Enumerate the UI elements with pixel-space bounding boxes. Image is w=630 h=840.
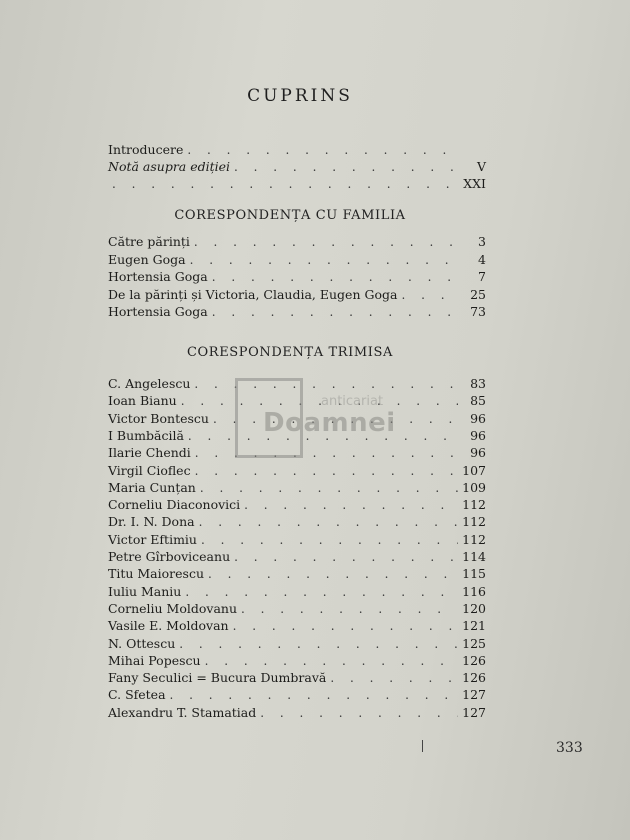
toc-entry-page: 115 bbox=[462, 566, 486, 582]
toc-leader-dots bbox=[208, 565, 458, 583]
toc-entry-title: Introducere bbox=[108, 142, 184, 157]
toc-entry-page: 109 bbox=[462, 479, 486, 495]
toc-entry-title: I Bumbăcilă bbox=[108, 427, 184, 443]
toc-entry-title: Victor Eftimiu bbox=[108, 531, 197, 547]
toc-leader-dots bbox=[199, 513, 458, 531]
toc-entry-page: 3 bbox=[478, 234, 486, 249]
toc-leader-dots bbox=[170, 686, 458, 704]
toc-entry-page: 126 bbox=[462, 670, 486, 686]
toc-entry-title: Ioan Bianu bbox=[108, 393, 177, 409]
toc-entry-title: Notă asupra ediției bbox=[108, 159, 231, 174]
toc-leader-dots bbox=[194, 233, 458, 251]
toc-leader-dots bbox=[260, 704, 458, 722]
toc-entry bbox=[108, 479, 486, 497]
toc-leader-dots bbox=[185, 583, 458, 601]
toc-leader-dots bbox=[234, 548, 458, 566]
toc-entry bbox=[108, 583, 486, 601]
toc-entry bbox=[108, 669, 486, 687]
toc-entry bbox=[108, 513, 486, 531]
toc-leader-dots bbox=[190, 251, 458, 269]
section-heading-trimisa: CORESPONDENȚA TRIMISA bbox=[187, 345, 393, 360]
toc-entry bbox=[108, 268, 486, 286]
toc-entry bbox=[108, 565, 486, 583]
toc-entry-page: 125 bbox=[462, 635, 486, 651]
toc-entry-page: 120 bbox=[462, 600, 486, 616]
toc-entry-page: 126 bbox=[462, 652, 486, 668]
toc-entry bbox=[108, 233, 486, 251]
toc-entry bbox=[108, 617, 486, 635]
toc-entry-introducere bbox=[108, 141, 486, 159]
toc-entry-page: 127 bbox=[462, 687, 486, 703]
toc-leader-dots bbox=[187, 141, 458, 159]
toc-entry bbox=[108, 704, 486, 722]
toc-entry-title: Fany Seculici = Bucura Dumbravă bbox=[108, 670, 327, 686]
toc-entry-page: 112 bbox=[462, 497, 486, 513]
toc-leader-dots bbox=[200, 479, 458, 497]
toc-entry-title: Alexandru T. Stamatiad bbox=[108, 704, 257, 720]
toc-entry-title: Hortensia Goga bbox=[108, 304, 208, 319]
toc-leader-dots bbox=[195, 462, 458, 480]
margin-mark bbox=[422, 740, 423, 752]
toc-entry-page: 112 bbox=[462, 514, 486, 530]
watermark-small-text: anticariat bbox=[321, 394, 384, 409]
page-number: 333 bbox=[556, 740, 583, 756]
toc-entry-title: C. Angelescu bbox=[108, 376, 191, 391]
toc-entry-title: Maria Cunțan bbox=[108, 479, 196, 495]
toc-entry-page: 25 bbox=[470, 286, 486, 302]
toc-entry-title: Hortensia Goga bbox=[108, 269, 208, 284]
toc-entry-page: 114 bbox=[462, 549, 486, 564]
toc-entry-title: Mihai Popescu bbox=[108, 652, 201, 668]
toc-entry-page: 112 bbox=[462, 531, 486, 547]
toc-entry-page: 4 bbox=[478, 251, 486, 267]
toc-entry-page: 96 bbox=[470, 410, 486, 426]
toc-entry-title: De la părinți și Victoria, Claudia, Eugen Goga bbox=[108, 286, 398, 302]
toc-entry-title: Virgil Cioflec bbox=[108, 462, 191, 478]
toc-entry bbox=[108, 303, 486, 321]
toc-entry bbox=[108, 531, 486, 549]
toc-leader-dots bbox=[330, 669, 458, 687]
toc-entry-title: N. Ottescu bbox=[108, 635, 176, 651]
toc-entry-title: Iuliu Maniu bbox=[108, 583, 182, 599]
toc-leader-dots bbox=[179, 635, 458, 653]
toc-leader-dots bbox=[205, 652, 458, 670]
toc-entry bbox=[108, 286, 486, 304]
toc-entry-page: 116 bbox=[462, 583, 486, 599]
toc-leader-dots bbox=[401, 286, 458, 304]
toc-leader-dots bbox=[212, 268, 458, 286]
toc-leader-dots bbox=[233, 617, 458, 635]
toc-entry bbox=[108, 635, 486, 653]
page-title: CUPRINS bbox=[247, 86, 353, 106]
section-heading-familia: CORESPONDENȚA CU FAMILIA bbox=[174, 208, 406, 223]
toc-entry-title: Victor Bontescu bbox=[108, 410, 209, 426]
toc-entry-page: XXI bbox=[463, 176, 486, 191]
toc-leader-dots bbox=[244, 496, 458, 514]
toc-leader-dots bbox=[212, 303, 458, 321]
toc-entry-title: Titu Maiorescu bbox=[108, 566, 204, 582]
toc-entry-page: 73 bbox=[470, 304, 486, 319]
toc-entry-title: Corneliu Moldovanu bbox=[108, 600, 237, 616]
toc-entry-nota bbox=[108, 158, 486, 176]
toc-entry-title: Petre Gîrboviceanu bbox=[108, 549, 231, 564]
toc-entry-title: C. Sfetea bbox=[108, 687, 166, 703]
toc-entry bbox=[108, 251, 486, 269]
toc-entry-page: 107 bbox=[462, 462, 486, 478]
toc-entry-page: 83 bbox=[470, 376, 486, 391]
toc-leader-dots bbox=[241, 600, 458, 618]
toc-entry-title: Dr. I. N. Dona bbox=[108, 514, 195, 530]
toc-leader-dots bbox=[201, 531, 458, 549]
toc-entry bbox=[108, 686, 486, 704]
watermark-big-text: Doamnei bbox=[263, 408, 396, 438]
toc-entry bbox=[108, 496, 486, 514]
toc-entry bbox=[108, 600, 486, 618]
watermark-logo bbox=[235, 378, 415, 458]
toc-entry-title: Vasile E. Moldovan bbox=[108, 618, 229, 634]
toc-entry bbox=[108, 548, 486, 566]
toc-entry-page: 96 bbox=[470, 427, 486, 443]
toc-entry-page: 96 bbox=[470, 445, 486, 461]
toc-leader-dots bbox=[234, 158, 458, 176]
toc-entry bbox=[108, 462, 486, 480]
toc-entry bbox=[108, 652, 486, 670]
toc-entry-page: 7 bbox=[478, 269, 486, 284]
toc-leader-dots bbox=[112, 175, 458, 193]
toc-entry-nota-cont bbox=[108, 175, 486, 193]
toc-entry-title: Către părinți bbox=[108, 234, 190, 249]
toc-entry-page: 127 bbox=[462, 704, 486, 720]
toc-entry-title: Ilarie Chendi bbox=[108, 445, 191, 461]
toc-entry-title: Eugen Goga bbox=[108, 251, 186, 267]
toc-entry-page: V bbox=[476, 159, 486, 174]
toc-entry-page: 85 bbox=[470, 393, 486, 409]
toc-entry-title: Corneliu Diaconovici bbox=[108, 497, 241, 513]
toc-entry-page: 121 bbox=[462, 618, 486, 634]
